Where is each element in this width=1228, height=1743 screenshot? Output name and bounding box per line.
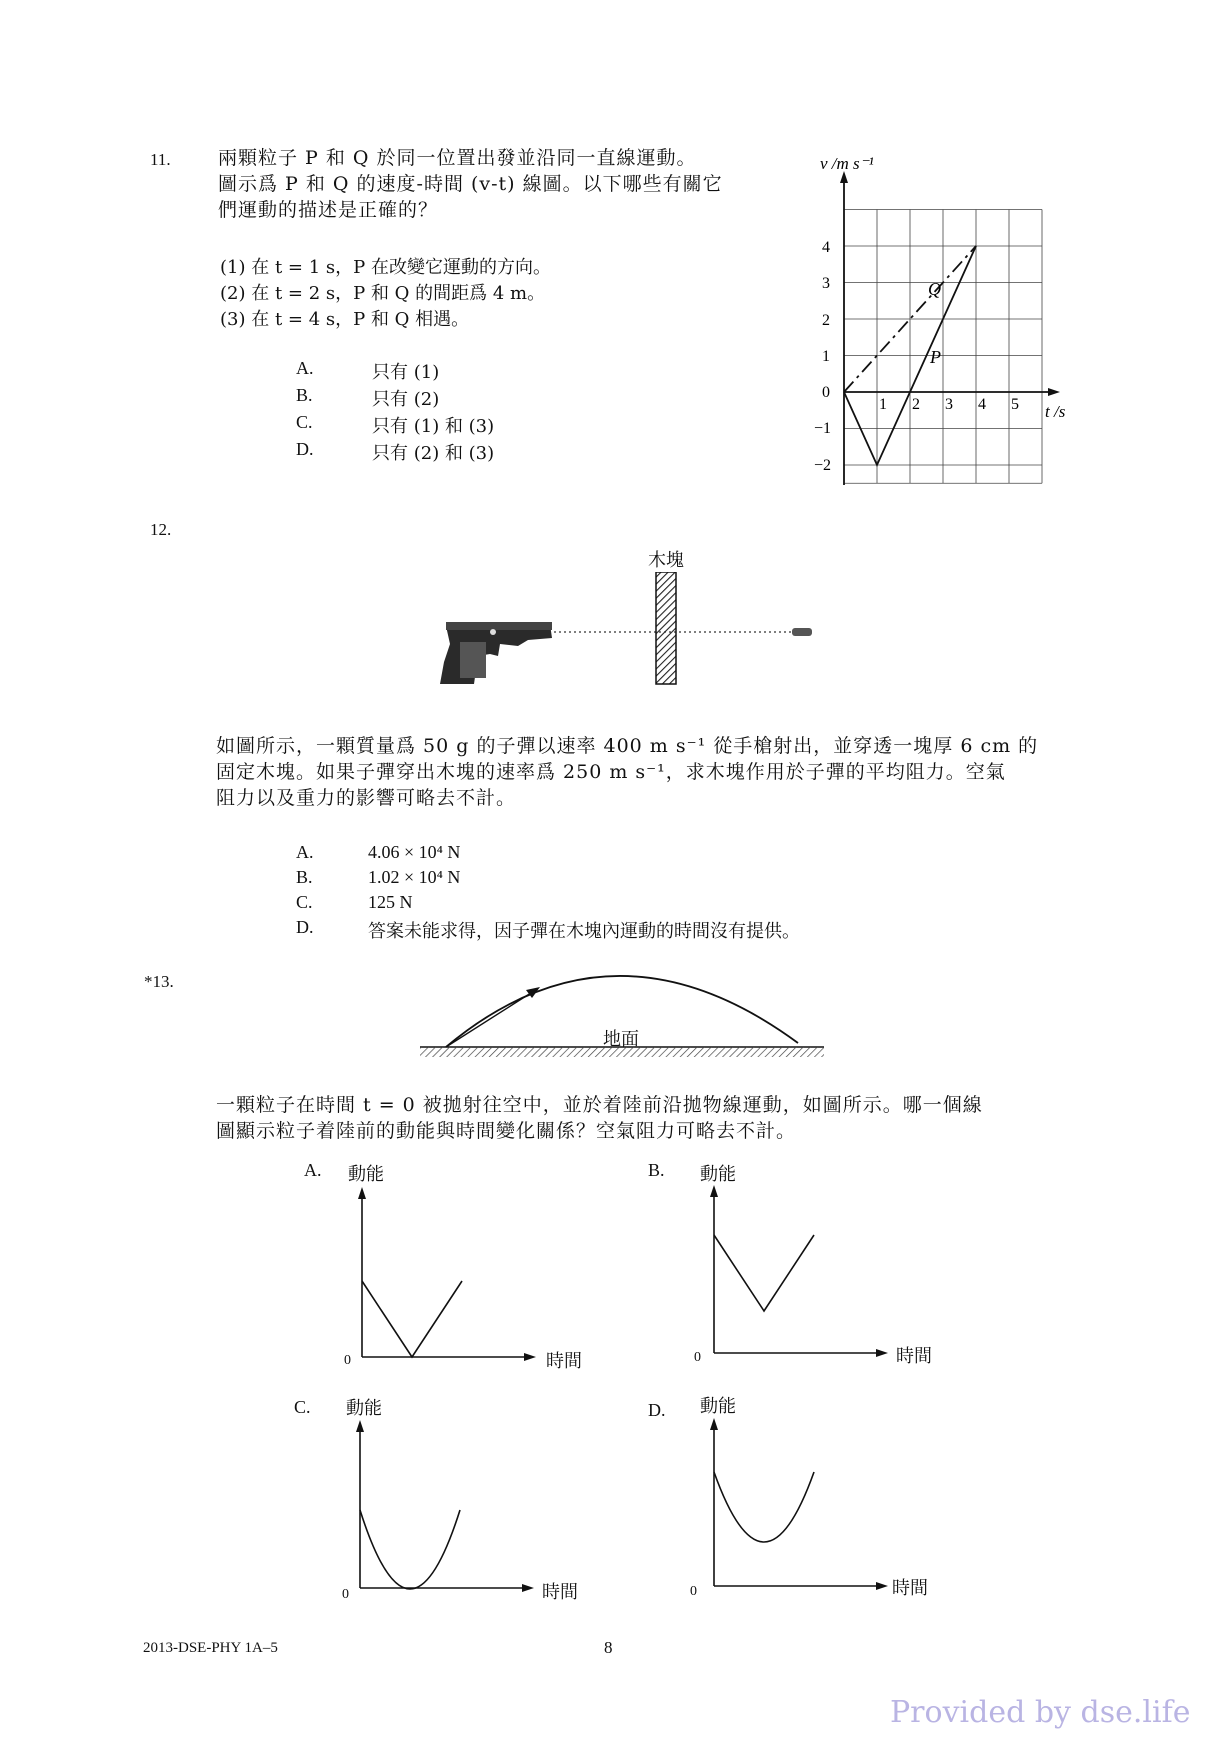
- ke-ylabel: 動能: [700, 1396, 736, 1417]
- q13-graph-c: [338, 1418, 538, 1608]
- vt-ytick: 3: [822, 275, 830, 292]
- question-number-13: *13.: [144, 972, 174, 991]
- vt-ylabel: v /m s⁻¹: [820, 154, 874, 173]
- option-text: 1.02 × 10⁴ N: [368, 867, 461, 887]
- vt-xlabel: t /s: [1045, 402, 1066, 421]
- ke-curve: [714, 1472, 814, 1542]
- question-number-11: 11.: [150, 150, 171, 169]
- vt-series-q-label: Q: [928, 279, 941, 299]
- origin-label: 0: [694, 1350, 701, 1365]
- vt-xticks: [879, 396, 1019, 413]
- ke-curve: [360, 1510, 460, 1589]
- option-text: 只有 (1) 和 (3): [372, 416, 495, 437]
- option-letter: D.: [296, 439, 314, 459]
- vt-ytick: −1: [814, 420, 832, 437]
- option-letter: C.: [296, 892, 313, 912]
- ke-curve: [714, 1235, 814, 1311]
- q11-option-c[interactable]: [296, 412, 495, 439]
- q13-text-line: 一顆粒子在時間 t = 0 被拋射往空中，並於着陸前沿拋物線運動，如圖所示。哪一個線: [216, 1094, 983, 1116]
- q13-option-a-letter[interactable]: A.: [304, 1160, 322, 1180]
- vt-xtick: 3: [945, 396, 953, 413]
- vt-x-arrow: [1048, 388, 1060, 396]
- q13-graph-d: [692, 1416, 892, 1606]
- q11-option-b[interactable]: [296, 385, 440, 412]
- paper-code: 2013-DSE-PHY 1A–5: [143, 1640, 278, 1656]
- option-text: 只有 (2) 和 (3): [372, 443, 495, 464]
- origin-label: 0: [690, 1584, 697, 1599]
- q12-option-c[interactable]: [296, 892, 413, 917]
- ke-xlabel: 時間: [896, 1346, 932, 1367]
- vt-series-p-label: P: [930, 347, 941, 367]
- q12-option-d[interactable]: [296, 917, 800, 942]
- vt-xtick: 4: [978, 396, 986, 413]
- option-text: 只有 (1): [372, 362, 440, 383]
- ke-ylabel: 動能: [348, 1164, 384, 1185]
- ke-xlabel: 時間: [542, 1582, 578, 1603]
- question-number-12: 12.: [150, 520, 172, 539]
- ke-curve: [362, 1281, 462, 1357]
- q11-intro-line: 兩顆粒子 P 和 Q 於同一位置出發並沿同一直線運動。: [218, 147, 697, 169]
- wood-block: [656, 572, 676, 684]
- q11-intro-line: 們運動的描述是正確的？: [218, 199, 439, 221]
- option-letter: A.: [296, 358, 314, 378]
- q12-options: [296, 842, 800, 942]
- option-text: 答案未能求得，因子彈在木塊內運動的時間沒有提供。: [368, 921, 800, 942]
- option-letter: B.: [296, 385, 313, 405]
- q13-text-line: 圖顯示粒子着陸前的動能與時間變化關係？空氣阻力可略去不計。: [216, 1120, 797, 1142]
- q12-text-line: 阻力以及重力的影響可略去不計。: [216, 787, 517, 809]
- vt-yticks: [814, 239, 831, 474]
- q12-text: [216, 733, 1038, 811]
- ke-xlabel: 時間: [546, 1351, 582, 1372]
- origin-label: 0: [344, 1353, 351, 1368]
- ke-ylabel: 動能: [346, 1398, 382, 1419]
- q12-option-b[interactable]: [296, 867, 461, 892]
- q13-option-c-letter[interactable]: C.: [294, 1397, 311, 1417]
- q13-option-d-letter[interactable]: D.: [648, 1400, 666, 1420]
- vt-ytick: 0: [822, 384, 830, 401]
- provided-by-watermark[interactable]: Provided by dse.life: [890, 1695, 1191, 1730]
- page-number: 8: [604, 1638, 613, 1657]
- vt-ytick: 4: [822, 239, 830, 256]
- q12-text-line: 固定木塊。如果子彈穿出木塊的速率爲 250 m s⁻¹，求木塊作用於子彈的平均阻力。空氣: [216, 761, 1006, 783]
- q11-intro-line: 圖示爲 P 和 Q 的速度-時間 (v-t) 線圖。以下哪些有關它: [218, 173, 723, 195]
- velocity-arrow-icon: [526, 987, 540, 998]
- q13-graph-a: [340, 1185, 540, 1375]
- vt-ytick: −2: [814, 457, 832, 474]
- pistol-icon: [440, 622, 552, 684]
- q11-statement-1: (1) 在 t = 1 s，P 在改變它運動的方向。: [220, 257, 551, 278]
- ke-xlabel: 時間: [892, 1578, 928, 1599]
- wood-block-label: 木塊: [648, 550, 684, 571]
- q12-option-a[interactable]: [296, 842, 461, 867]
- q11-intro: [218, 145, 723, 223]
- q11-vt-graph: [790, 145, 1080, 490]
- q13-graph-b: [692, 1183, 892, 1373]
- origin-label: 0: [342, 1587, 349, 1602]
- option-text: 4.06 × 10⁴ N: [368, 842, 461, 862]
- launch-velocity-line: [446, 991, 534, 1047]
- q12-text-line: 如圖所示，一顆質量爲 50 g 的子彈以速率 400 m s⁻¹ 從手槍射出，並穿透一塊厚 6 cm 的: [216, 735, 1039, 757]
- option-letter: C.: [296, 412, 313, 432]
- vt-ytick: 2: [822, 312, 830, 329]
- q11-statement-2: (2) 在 t = 2 s，P 和 Q 的間距爲 4 m。: [220, 283, 546, 304]
- option-text: 只有 (2): [372, 389, 440, 410]
- q13-option-b-letter[interactable]: B.: [648, 1160, 665, 1180]
- option-letter: B.: [296, 867, 313, 887]
- ground-label: 地面: [603, 1029, 639, 1050]
- option-text: 125 N: [368, 892, 413, 912]
- bullet-icon: [792, 628, 812, 636]
- vt-xtick: 1: [879, 396, 887, 413]
- option-letter: D.: [296, 917, 314, 937]
- q11-statements: [220, 255, 551, 333]
- q11-options: [296, 358, 495, 466]
- vt-xtick: 5: [1011, 396, 1019, 413]
- ke-ylabel: 動能: [700, 1164, 736, 1185]
- vt-grid: [844, 210, 1042, 484]
- q12-gun-diagram: [420, 572, 840, 702]
- vt-xtick: 2: [912, 396, 920, 413]
- option-letter: A.: [296, 842, 314, 862]
- q11-statement-3: (3) 在 t = 4 s，P 和 Q 相遇。: [220, 309, 470, 330]
- vt-ytick: 1: [822, 348, 830, 365]
- q13-text: [216, 1092, 983, 1144]
- q11-option-d[interactable]: [296, 439, 495, 466]
- q11-option-a[interactable]: [296, 358, 440, 385]
